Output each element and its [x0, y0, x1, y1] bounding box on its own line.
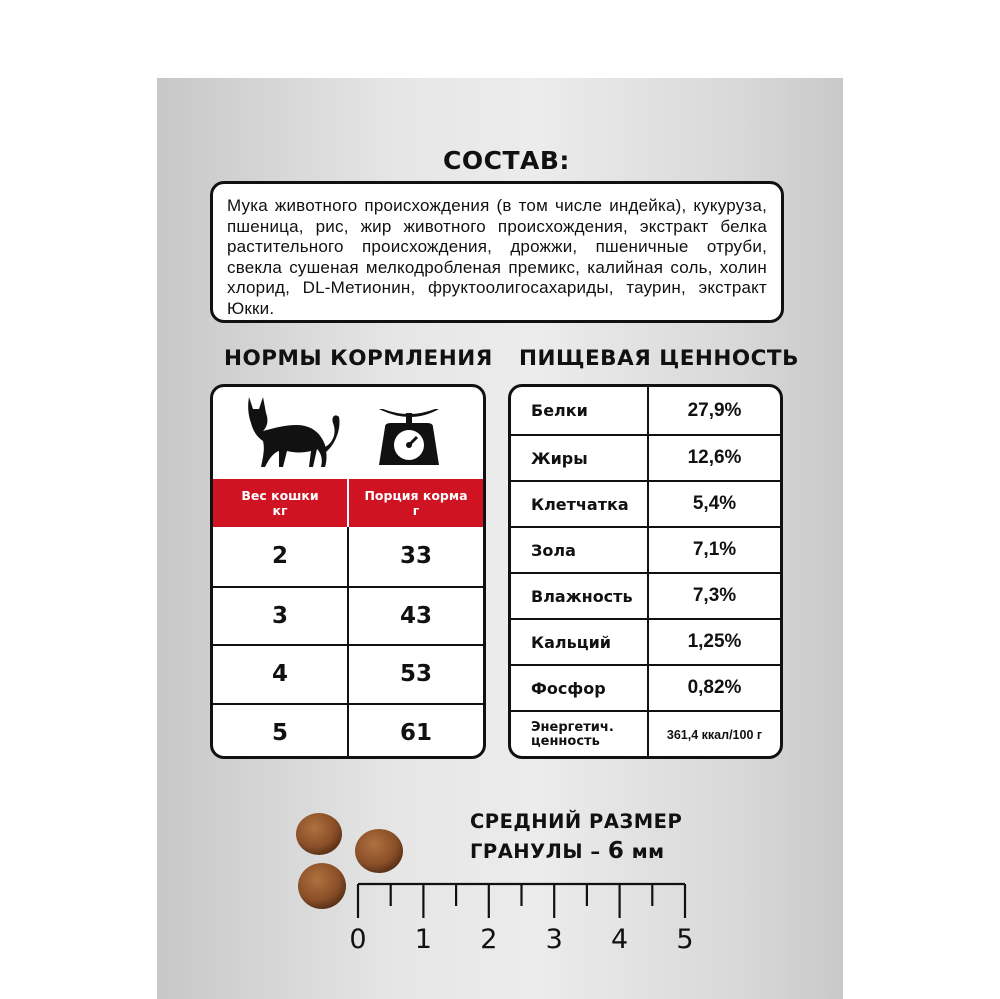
portion-cell: 33 [399, 543, 432, 570]
ruler-label: 4 [611, 924, 629, 955]
feeding-header [213, 479, 483, 527]
composition-box [210, 181, 784, 323]
granule-size-title: СРЕДНИЙ РАЗМЕР [470, 810, 683, 833]
table-row [511, 618, 780, 664]
cat-icon [248, 397, 339, 467]
table-row [511, 664, 780, 710]
table-row [511, 480, 780, 526]
table-row [213, 644, 483, 703]
cat-weight-cell: 5 [213, 705, 349, 760]
granule-value: 6 [607, 838, 625, 864]
nutrient-value: 5,4% [692, 493, 737, 514]
portion-cell: 61 [399, 719, 432, 746]
nutrition-title: ПИЩЕВАЯ ЦЕННОСТЬ [519, 346, 799, 371]
portion-cell: 53 [399, 661, 432, 688]
ruler-label: 0 [349, 924, 367, 955]
feeding-rows [213, 527, 483, 759]
granule-size-line2 [470, 838, 665, 864]
nutrient-value: 27,9% [687, 399, 742, 421]
composition-title: СОСТАВ: [443, 146, 570, 175]
table-row [511, 387, 780, 434]
table-row [511, 572, 780, 618]
nutrition-table [508, 384, 783, 759]
table-row [511, 526, 780, 572]
nutrient-value: 7,1% [692, 539, 737, 560]
nutrient-name: Белки [511, 387, 649, 434]
table-row [511, 434, 780, 480]
portion-cell: 43 [399, 602, 432, 629]
nutrient-value: 1,25% [687, 631, 742, 652]
granule-unit: мм [631, 840, 665, 863]
energy-value: 361,4 ккал/100 г [666, 727, 763, 742]
nutrient-name: Жиры [511, 436, 649, 480]
table-row [213, 527, 483, 586]
feeding-table [210, 384, 486, 759]
ruler [330, 870, 710, 960]
nutrient-name: Влажность [511, 574, 649, 618]
ruler-label: 2 [480, 924, 498, 955]
energy-name: Энергетич. ценность [511, 712, 649, 757]
granule-label: ГРАНУЛЫ – [470, 840, 601, 863]
nutrient-value: 0,82% [687, 677, 742, 698]
cat-weight-cell: 4 [213, 646, 349, 703]
table-row [213, 586, 483, 645]
feeding-icons [213, 387, 483, 479]
table-row [213, 703, 483, 760]
table-row [511, 710, 780, 757]
cat-weight-cell: 3 [213, 588, 349, 645]
nutrient-name: Зола [511, 528, 649, 572]
nutrient-value: 7,3% [692, 585, 737, 606]
nutrient-name: Фосфор [511, 666, 649, 710]
nutrient-name: Клетчатка [511, 482, 649, 526]
ruler-label: 1 [414, 924, 432, 955]
scale-icon [379, 409, 439, 465]
composition-text: Мука животного происхождения (в том числе индейка), кукуруза, пшеница, рис, жир животного происхождения, экстракт белка растительного происхождения, дрожжи, пшеничные отруби, свекла сушеная мелкодробленая премикс, калийная соль, холин хлорид, DL-Метионин, фруктоолигосахариды, таурин, экстракт Юкки. [227, 196, 767, 318]
ruler-label: 5 [676, 924, 694, 955]
feeding-title: НОРМЫ КОРМЛЕНИЯ [224, 346, 493, 371]
header-portion: Порция корма г [364, 488, 468, 518]
header-cat-weight: Вес кошки кг [213, 479, 349, 527]
nutrient-value: 12,6% [687, 447, 742, 468]
cat-weight-cell: 2 [213, 527, 349, 586]
ruler-label: 3 [545, 924, 563, 955]
nutrient-name: Кальций [511, 620, 649, 664]
